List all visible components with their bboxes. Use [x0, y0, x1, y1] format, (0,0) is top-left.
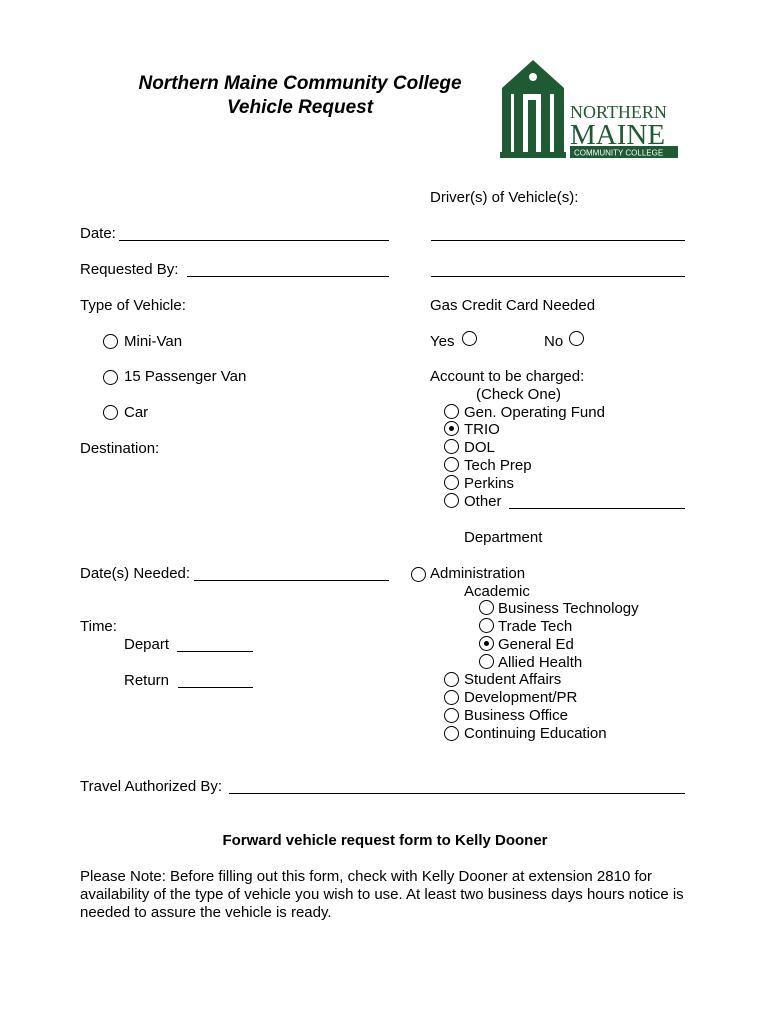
account-label-trio: TRIO	[464, 421, 500, 438]
administration-radio[interactable]	[411, 567, 426, 582]
academic-radio-business-technology[interactable]	[479, 600, 494, 615]
date-label: Date:	[80, 225, 116, 242]
college-logo-icon	[500, 60, 680, 160]
dates-needed-label: Date(s) Needed:	[80, 565, 191, 582]
gas-yes-radio[interactable]	[462, 331, 477, 346]
academic-radio-general-ed[interactable]	[479, 636, 494, 651]
gas-yes-label: Yes	[430, 333, 455, 350]
department-radio-development-pr[interactable]	[444, 690, 459, 705]
svg-text:COMMUNITY COLLEGE: COMMUNITY COLLEGE	[574, 148, 664, 158]
forward-instruction: Forward vehicle request form to Kelly Dooner	[222, 832, 548, 849]
account-radio-trio[interactable]	[444, 421, 459, 436]
passenger-van-label: 15 Passenger Van	[124, 368, 247, 385]
requested-by-field[interactable]	[187, 276, 389, 277]
academic-radio-trade-tech[interactable]	[479, 618, 494, 633]
return-label: Return	[124, 672, 170, 689]
passenger-van-radio[interactable]	[103, 370, 118, 385]
academic-label-allied-health: Allied Health	[498, 654, 583, 671]
requested-by-label: Requested By:	[80, 261, 179, 278]
return-field[interactable]	[178, 687, 253, 688]
car-radio[interactable]	[103, 405, 118, 420]
gas-no-radio[interactable]	[569, 331, 584, 346]
department-radio-student-affairs[interactable]	[444, 672, 459, 687]
account-label-dol: DOL	[464, 439, 495, 456]
academic-label-general-ed: General Ed	[498, 636, 574, 653]
account-radio-dol[interactable]	[444, 439, 459, 454]
check-one-label: (Check One)	[476, 386, 562, 403]
please-note-text: Please Note: Before filling out this form, check with Kelly Dooner at extension 2810 for availability of the type of vehicle you wish to use. At least two business days hours notice is needed to assure the vehicle is ready.	[80, 868, 684, 921]
administration-label: Administration	[430, 565, 526, 582]
department-label-development-pr: Development/PR	[464, 689, 578, 706]
academic-radio-allied-health[interactable]	[479, 654, 494, 669]
svg-text:MAINE: MAINE	[570, 119, 666, 151]
destination-label: Destination:	[80, 440, 160, 457]
account-label: Account to be charged:	[430, 368, 585, 385]
travel-authorized-label: Travel Authorized By:	[80, 778, 223, 795]
department-label-business-office: Business Office	[464, 707, 568, 724]
account-radio-tech-prep[interactable]	[444, 457, 459, 472]
account-label-gen-operating-fund: Gen. Operating Fund	[464, 404, 605, 421]
account-radio-other[interactable]	[444, 493, 459, 508]
account-label-other: Other	[464, 493, 502, 510]
account-radio-gen-operating-fund[interactable]	[444, 404, 459, 419]
minivan-label: Mini-Van	[124, 333, 183, 350]
account-radio-perkins[interactable]	[444, 475, 459, 490]
department-label-student-affairs: Student Affairs	[464, 671, 562, 688]
depart-label: Depart	[124, 636, 170, 653]
dates-needed-field[interactable]	[194, 580, 389, 581]
car-label: Car	[124, 404, 149, 421]
depart-field[interactable]	[177, 651, 253, 652]
academic-label-business-technology: Business Technology	[498, 600, 639, 617]
driver-field-2[interactable]	[431, 276, 685, 277]
gas-card-label: Gas Credit Card Needed	[430, 297, 596, 314]
account-label-tech-prep: Tech Prep	[464, 457, 532, 474]
department-radio-business-office[interactable]	[444, 708, 459, 723]
account-label-perkins: Perkins	[464, 475, 515, 492]
academic-label-trade-tech: Trade Tech	[498, 618, 573, 635]
form-subtitle: Vehicle Request	[226, 97, 374, 118]
time-label: Time:	[80, 618, 117, 635]
minivan-radio[interactable]	[103, 334, 118, 349]
drivers-label: Driver(s) of Vehicle(s):	[430, 189, 579, 206]
driver-field-1[interactable]	[431, 240, 685, 241]
academic-label: Academic	[464, 583, 530, 600]
svg-text:NORTHERN: NORTHERN	[570, 102, 667, 122]
other-account-field[interactable]	[509, 508, 685, 509]
form-title: Northern Maine Community College	[138, 73, 462, 94]
department-radio-continuing-education[interactable]	[444, 726, 459, 741]
travel-authorized-field[interactable]	[229, 793, 685, 794]
department-label-continuing-education: Continuing Education	[464, 725, 607, 742]
gas-no-label: No	[544, 333, 564, 350]
type-of-vehicle-label: Type of Vehicle:	[80, 297, 186, 314]
department-label: Department	[464, 529, 543, 546]
date-field[interactable]	[119, 240, 389, 241]
